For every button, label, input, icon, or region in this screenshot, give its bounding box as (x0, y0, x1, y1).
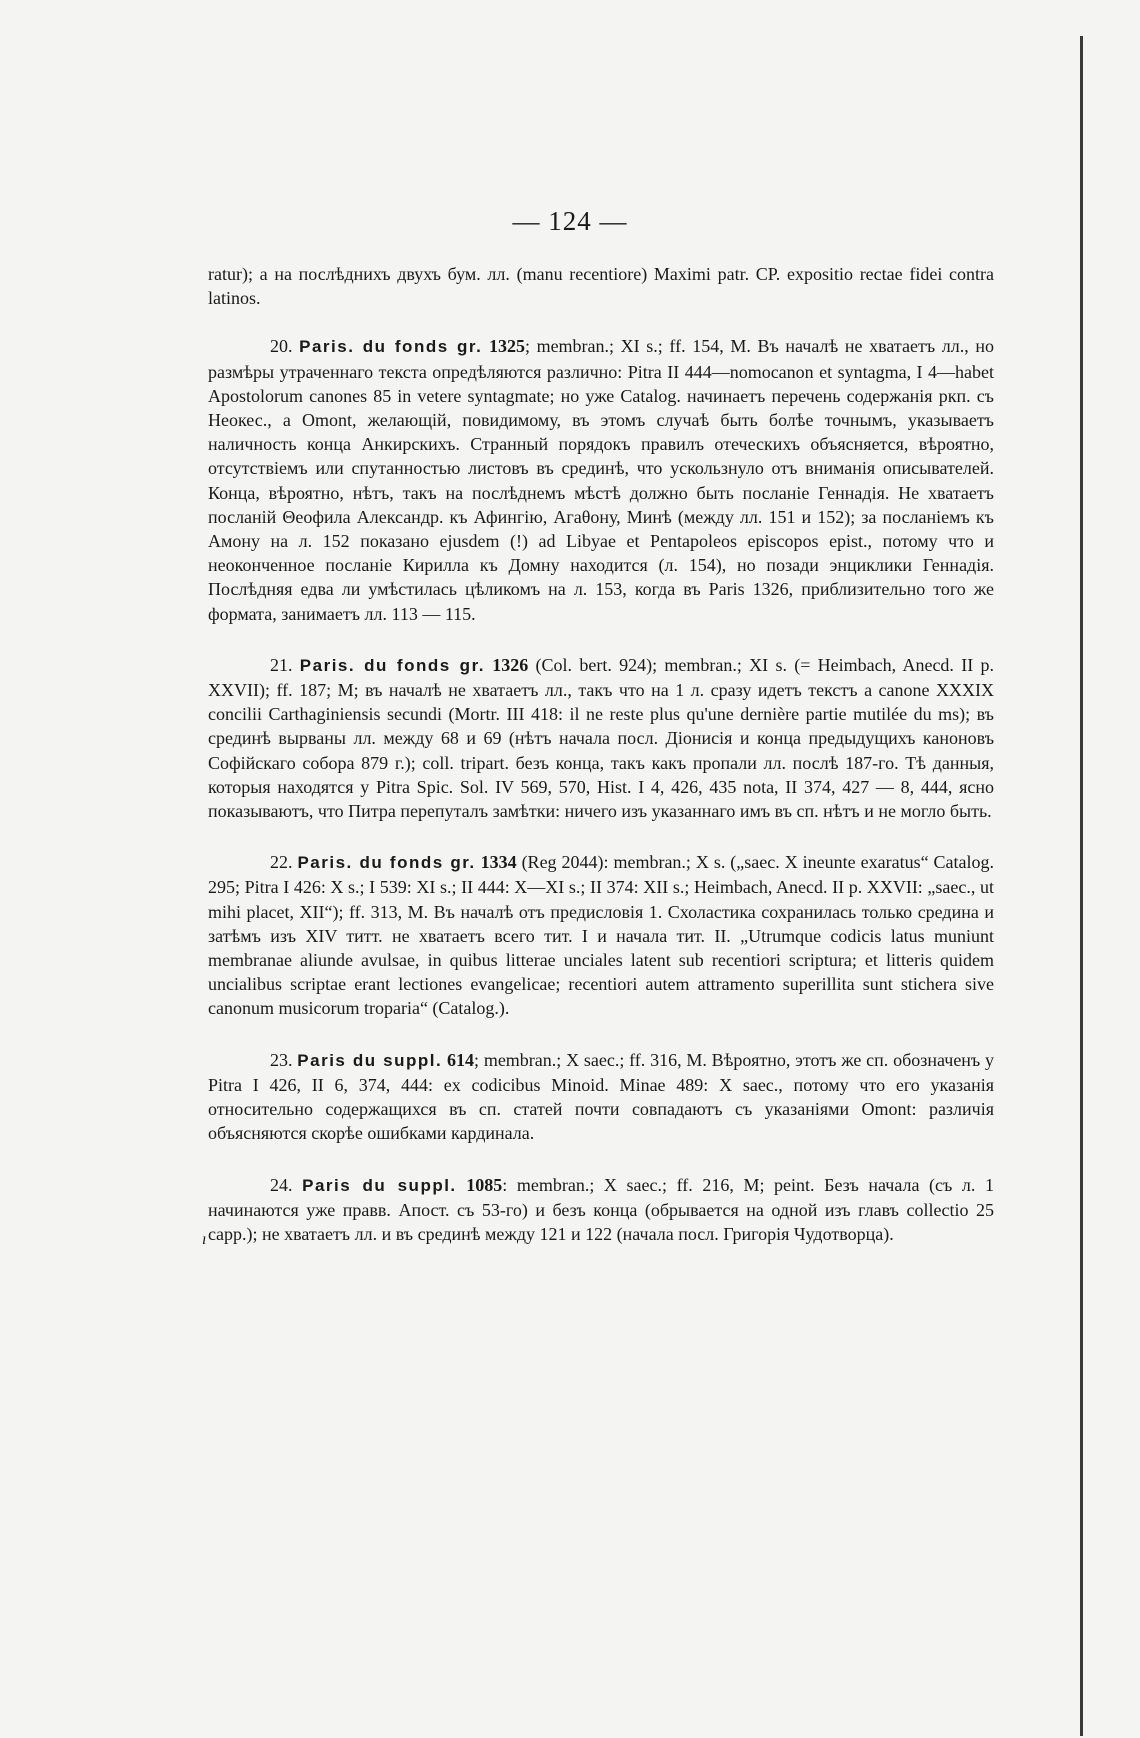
manuscript-siglum: Paris du suppl. (302, 1175, 457, 1195)
entry-index: 24. (270, 1174, 293, 1195)
entry-index: 20. (270, 336, 293, 357)
entry-20 (208, 334, 994, 625)
manuscript-siglum: Paris. du fonds gr. (299, 655, 485, 675)
manuscript-number: 614 (447, 1049, 475, 1070)
entry-text: (Col. bert. 924); membran.; XI s. (= Heimbach, Anecd. II p. XXVII); ff. 187; M; въ началѣ не хватаетъ лл., такъ что на 1 л. сразу идетъ текстъ a canone XXXIX concilii Carthaginiensis secundi (Mortr. III 418: il ne reste plus qu'une dernière partie mutilée du ms); въ срединѣ вырваны лл. между 68 и 69 (нѣтъ начала посл. Діонисія и конца предыдущихъ каноновъ Софійскаго собора 879 г.); coll. tripart. безъ конца, такъ какъ пропали лл. послѣ 187-го. Тѣ данныя, которыя находятся у Pitra Spic. Sol. IV 569, 570, Hist. I 4, 426, 435 nota, II 374, 427 — 8, 444, ясно показываютъ, что Питра перепуталъ замѣтки: ничего изъ указаннаго имъ въ сп. нѣтъ и не могло быть. (208, 654, 994, 822)
entry-text: (Reg 2044): membran.; X s. („saec. X ineunte exaratus“ Catalog. 295; Pitra I 426: X s.; I 539: XI s.; II 444: X—XI s.; II 374: XII s.; Heimbach, Anecd. II p. XXVII: „saec., ut mihi placet, XII“); ff. 313, M. Въ началѣ отъ предисловія 1. Схоластика сохранилась только средина и затѣмъ изъ XIV титт. не хватаетъ всего тит. I и начала тит. II. „Utrumque codicis latus muniunt membranae aliunde avulsae, in quibus litterae unciales latent sub recentiori scriptura; et litteris quidem uncialibus scriptae erant lectiones evangelicae; recentiori autem attramento superillita sunt stichera sive canonum musicorum troparia“ (Catalog.). (208, 852, 995, 1019)
entry-text: ; membran.; XI s.; ff. 154, M. Въ началѣ не хватаетъ лл., но размѣры утраченнаго текста опредѣляются различно: Pitra II 444—nomocanon et syntagma, I 4—habet Apostolorum canones 85 in vetere syntagmate; но уже Catalog. начинаетъ перечень содержанія ркп. съ Неокес., а Omont, желающій, повидимому, въ этомъ случаѣ быть болѣе точнымъ, указываетъ наличность конца Анкирскихъ. Странный порядокъ правилъ отеческихъ объясняется, вѣроятно, отсутствіемъ или спутанностью листовъ въ срединѣ, что ускользнуло отъ вниманія описывателей. Конца, вѣроятно, нѣтъ, такъ на послѣднемъ мѣстѣ должно быть посланіе Геннадія. Не хватаетъ посланій Θеофила Александр. къ Афингію, Агаθону, Минѣ (между лл. 151 и 152); за посланіемъ къ Амону на л. 152 показано ejusdem (!) ad Libyae et Pentapoleos episcopos epist., потому что и неоконченное посланіе Кирилла къ Домну находится (л. 154), но позади энциклики Геннадія. Послѣдняя едва ли умѣстилась цѣликомъ на л. 153, когда въ Paris 1326, приблизительно того же формата, занимаетъ лл. 113 — 115. (208, 336, 994, 624)
entry-24 (208, 1173, 994, 1247)
entry-text: : membran.; X saec.; ff. 216, M; peint. Безъ начала (съ л. 1 начинаются уже правв. Апост. съ 53-го) и безъ конца (обрывается на одной изъ главъ collectio 25 capp.); не хватаетъ лл. и въ срединѣ между 121 и 122 (начала посл. Григорія Чудотворца). (208, 1174, 995, 1244)
entry-index: 23. (270, 1049, 293, 1070)
intro-paragraph: ratur); а на послѣднихъ двухъ бум. лл. (manu recentiore) Maximi patr. CP. expositio rectae fidei contra latinos. (208, 264, 994, 309)
entry-22 (208, 850, 994, 1020)
page-number: — 124 — (512, 206, 628, 236)
manuscript-number: 1326 (492, 654, 529, 675)
manuscript-number: 1334 (480, 852, 517, 873)
entry-index: 22. (270, 852, 293, 873)
entry-21 (208, 653, 994, 823)
manuscript-siglum: Paris. du fonds gr. (299, 337, 483, 357)
text-block (208, 262, 994, 1246)
manuscript-number: 1085 (466, 1174, 503, 1195)
entry-23 (208, 1048, 994, 1146)
entry-text: ; membran.; X saec.; ff. 316, M. Вѣроятно, этотъ же сп. обозначенъ у Pitra I 426, II 6, 374, 444: ex codicibus Minoid. Minae 489: X saec., потому что его указанія относительно содержащихся въ сп. статей почти совпадаютъ съ указаніями Omont: различія объясняются скорѣе ошибками кардинала. (208, 1049, 995, 1144)
scan-edge-line (1080, 36, 1083, 1736)
manuscript-number: 1325 (488, 336, 525, 357)
margin-mark: ı (202, 1231, 207, 1248)
manuscript-siglum: Paris. du fonds gr. (297, 853, 476, 873)
manuscript-siglum: Paris du suppl. (297, 1050, 443, 1070)
entry-index: 21. (270, 654, 293, 675)
